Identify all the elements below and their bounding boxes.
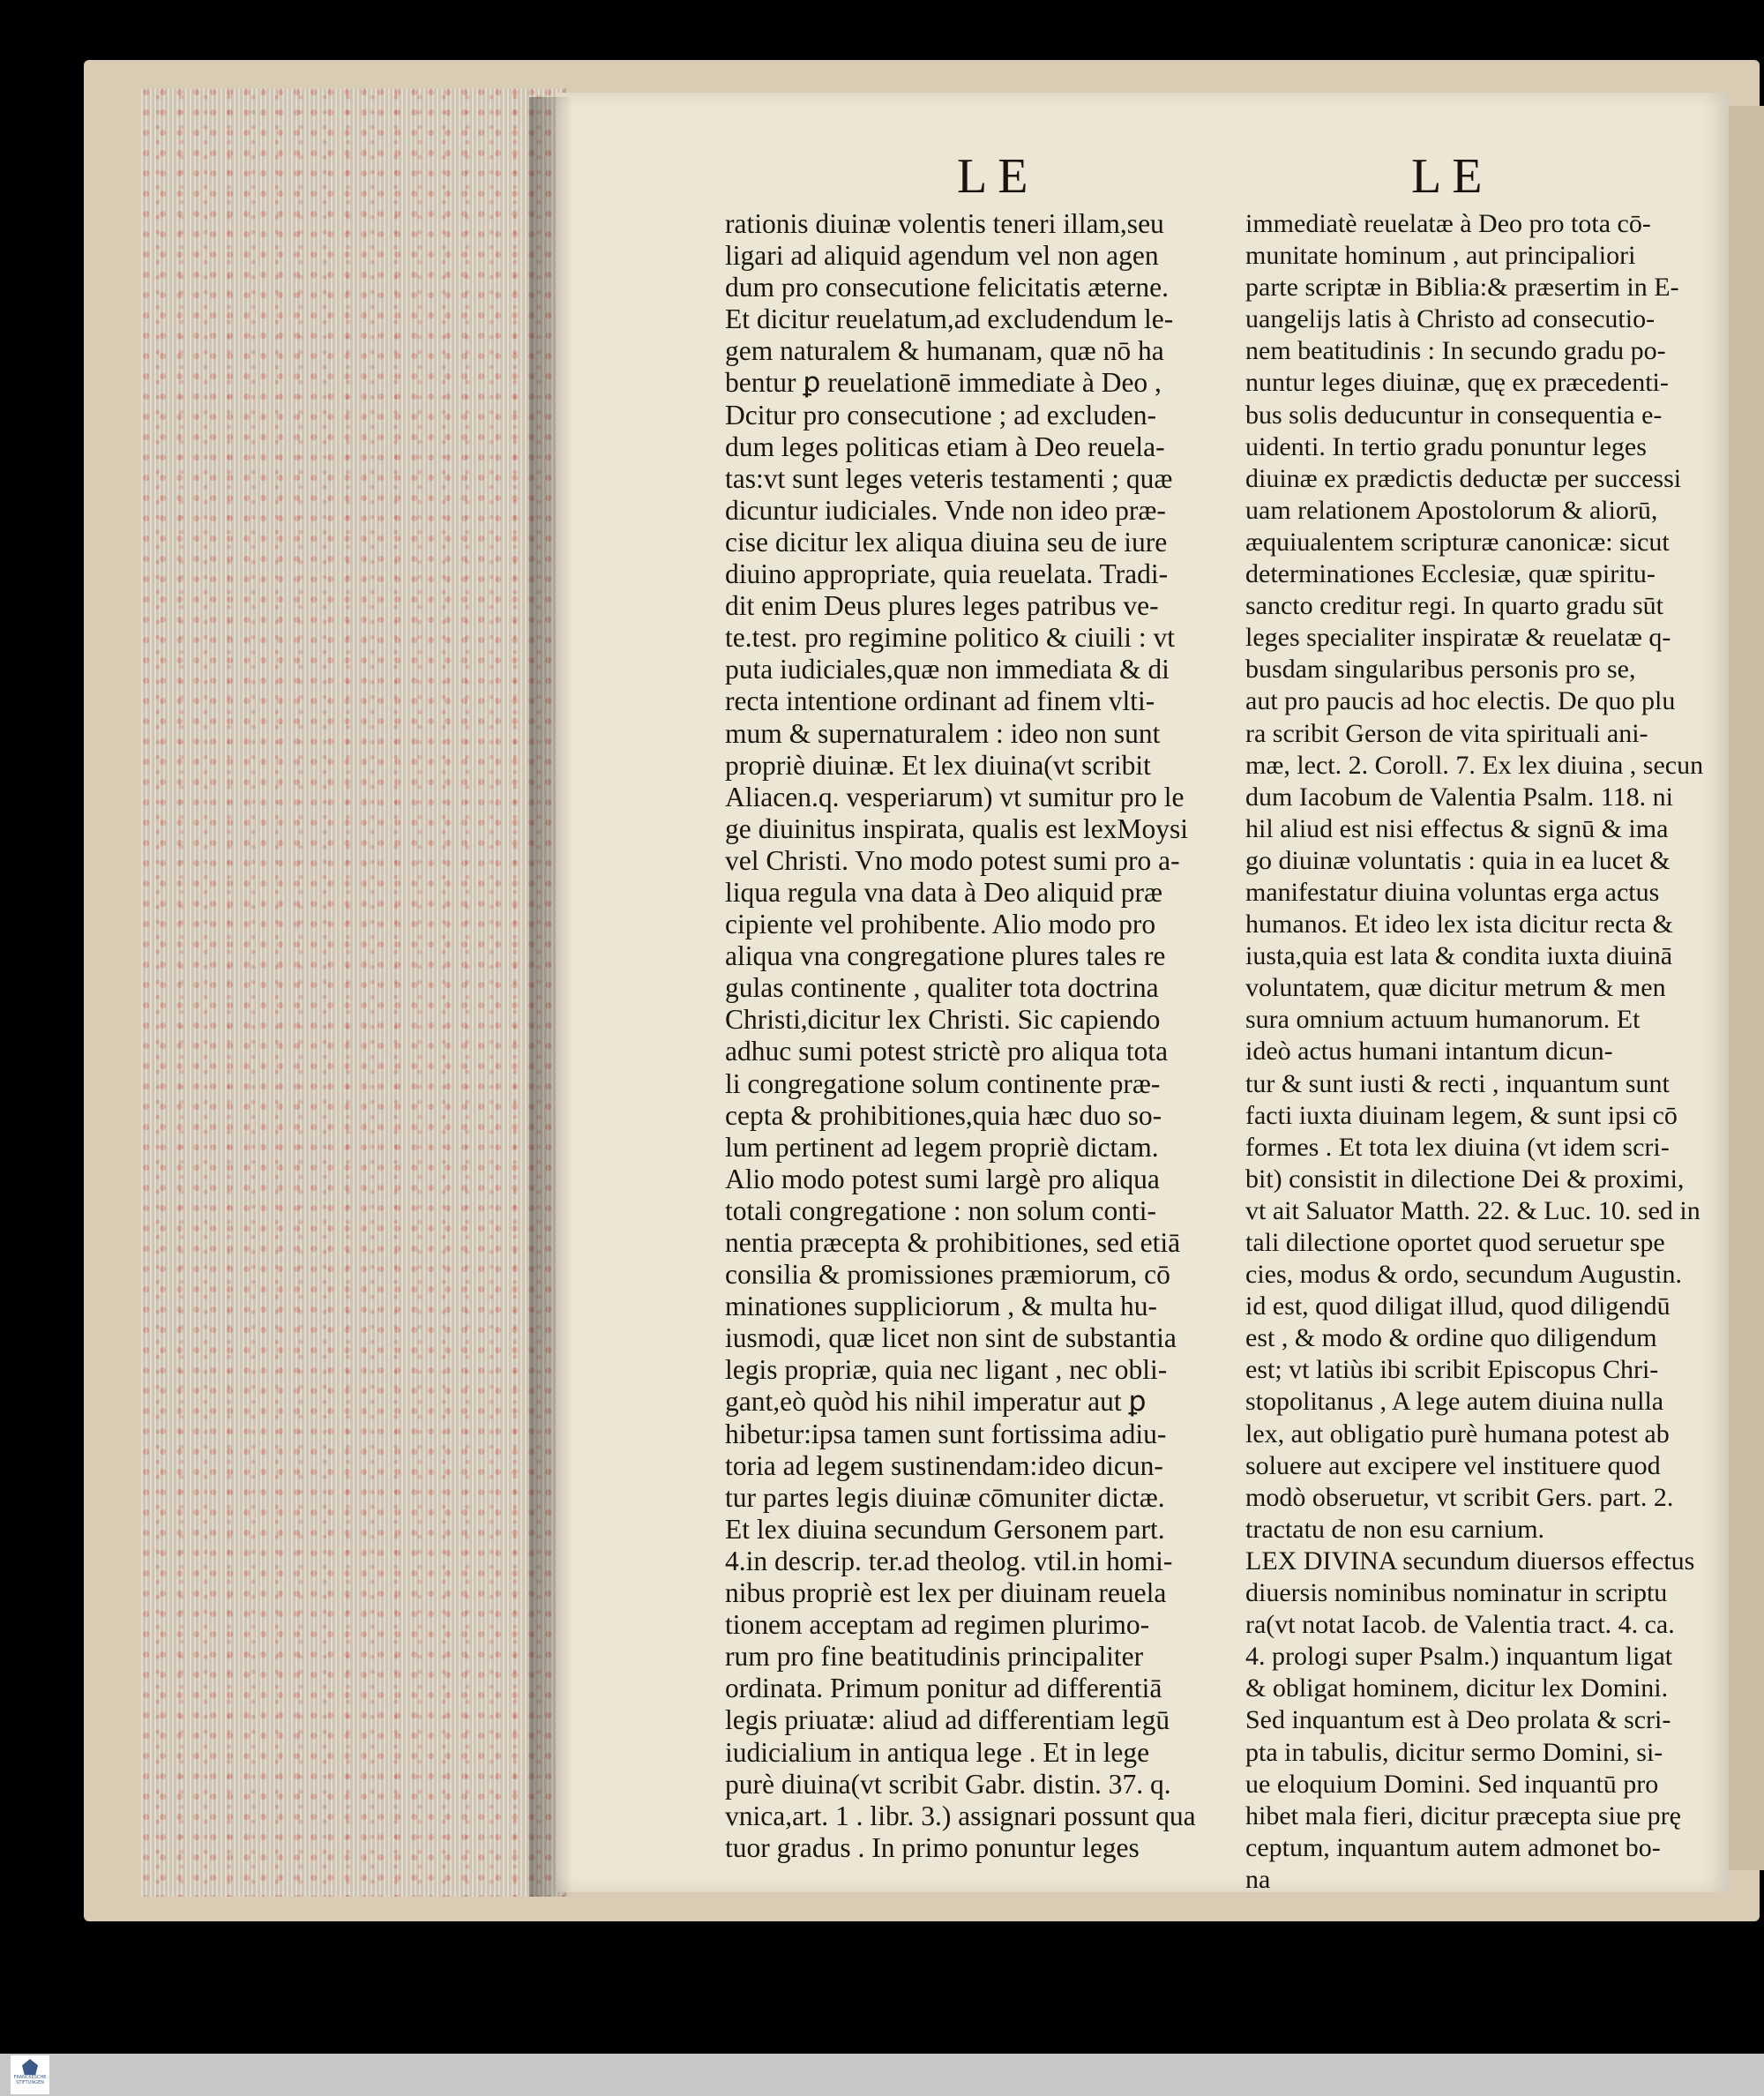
facing-page-edge [1729,106,1764,1870]
text-line: aliqua vna congregatione plures tales re [725,940,1166,972]
text-line: cepta & prohibitiones,quia hæc duo so- [725,1099,1162,1131]
text-line: stopolitanus , A lege autem diuina nulla [1245,1387,1664,1417]
text-line: Christi,dicitur lex Christi. Sic capiendo [725,1004,1161,1036]
running-head-right: LE [1411,149,1493,204]
text-line: dicuntur iudiciales. Vnde non ideo præ- [725,494,1166,526]
text-line: nentia præcepta & prohibitiones, sed etiā [725,1227,1181,1258]
text-line: ideò actus humani intantum dicun- [1245,1037,1613,1067]
text-line: leges specialiter inspiratæ & reuelatæ q- [1245,623,1671,653]
gutter-shadow [529,97,573,1897]
text-line: go diuinæ voluntatis : quia in ea lucet & [1245,845,1671,875]
text-line: est , & modo & ordine quo diligendum [1245,1323,1657,1353]
text-line: facti iuxta diuinam legem, & sunt ipsi cō [1245,1100,1678,1130]
text-line: aut pro paucis ad hoc electis. De quo plu [1245,686,1676,716]
text-line: cies, modus & ordo, secundum Augustin. [1245,1260,1682,1290]
running-head-left: LE [957,149,1039,204]
text-line: manifestatur diuina voluntas erga actus [1245,877,1660,907]
text-line: sancto creditur regi. In quarto gradu sūt [1245,591,1664,621]
text-line: consilia & promissiones præmiorum, cō [725,1259,1170,1291]
text-line: Alio modo potest sumi largè pro aliqua [725,1163,1160,1194]
text-line: te.test. pro regimine politico & ciuili : vt [725,622,1176,654]
text-line: toria ad legem sustinendam:ideo dicun- [725,1449,1163,1481]
text-line: liqua regula vna data à Deo aliquid præ [725,876,1162,908]
text-line: hibet mala fieri, dicitur præcepta siue prę [1245,1800,1681,1830]
logo-text: FRANCKESCHE STIFTUNGEN [13,2075,47,2085]
text-line: vel Christi. Vno modo potest sumi pro a- [725,844,1180,876]
text-line: Dcitur pro consecutione ; ad excluden- [725,399,1156,430]
text-line: dum pro consecutione felicitatis æterne. [725,272,1169,303]
text-line: gem naturalem & humanam, quæ nō ha [725,335,1164,367]
text-line: gant,eò quòd his nihil imperatur aut ꝑ [725,1386,1147,1418]
text-line: uam relationem Apostolorum & aliorū, [1245,495,1658,525]
text-line: formes . Et tota lex diuina (vt idem scri- [1245,1132,1670,1162]
text-line: dum leges politicas etiam à Deo reuela- [725,430,1165,462]
text-line: ordinata. Primum ponitur ad differentiā [725,1673,1162,1704]
text-line: 4.in descrip. ter.ad theolog. vtil.in homi- [725,1545,1173,1576]
text-line: uidenti. In tertio gradu ponuntur leges [1245,431,1647,461]
text-line: tuor gradus . In primo ponuntur leges [725,1831,1140,1863]
text-line: pta in tabulis, dicitur sermo Domini, si- [1245,1737,1663,1767]
text-line: soluere aut excipere vel instituere quod [1245,1450,1661,1480]
text-line: puta iudiciales,quæ non immediata & di [725,654,1170,685]
text-line: iusmodi, quæ licet non sint de substantia [725,1322,1177,1354]
text-line: dum Iacobum de Valentia Psalm. 118. ni [1245,782,1673,812]
text-line: LEX DIVINA secundum diuersos effectus [1245,1546,1695,1576]
text-line: rum pro fine beatitudinis principaliter [725,1641,1144,1673]
right-text-column [1245,208,1722,1896]
text-line: parte scriptæ in Biblia:& præsertim in E- [1245,273,1679,303]
text-line: bentur ꝑ reuelationē immediate à Deo , [725,367,1162,399]
text-line: nibus propriè est lex per diuinam reuela [725,1577,1167,1609]
text-line: Et dicitur reuelatum,ad excludendum le- [725,303,1174,335]
text-line: diuino appropriate, quia reuelata. Tradi- [725,558,1169,590]
text-line: iusta,quia est lata & condita iuxta diuinā [1245,941,1673,971]
text-line: bit) consistit in dilectione Dei & proximi, [1245,1164,1685,1194]
text-line: nem beatitudinis : In secundo gradu po- [1245,336,1666,366]
text-line: lex, aut obligatio purè humana potest ab [1245,1419,1670,1448]
text-line: æquiualentem scripturæ canonicæ: sicut [1245,527,1670,557]
text-line: na [1245,1864,1271,1894]
text-line: propriè diuinæ. Et lex diuina(vt scribit [725,749,1151,781]
text-line: purè diuina(vt scribit Gabr. distin. 37. q. [725,1768,1171,1800]
text-line: totali congregatione : non solum conti- [725,1194,1157,1226]
text-line: humanos. Et ideo lex ista dicitur recta & [1245,910,1673,939]
institution-logo [11,2055,49,2094]
text-line: est; vt latiùs ibi scribit Episcopus Chri- [1245,1355,1659,1385]
text-line: bus solis deducuntur in consequentia e- [1245,400,1663,430]
text-line: dit enim Deus plures leges patribus ve- [725,590,1159,622]
text-line: tas:vt sunt leges veteris testamenti ; quæ [725,462,1173,494]
text-line: ligari ad aliquid agendum vel non agen [725,240,1159,272]
text-line: tur & sunt iusti & recti , inquantum sunt [1245,1068,1670,1098]
text-line: immediatè reuelatæ à Deo pro tota cō- [1245,209,1651,238]
text-line: diuersis nominibus nominatur in scriptu [1245,1578,1668,1608]
text-line: Et lex diuina secundum Gersonem part. [725,1513,1165,1545]
text-line: diuinæ ex prædictis deductæ per successi [1245,463,1682,493]
text-line: ue eloquium Domini. Sed inquantū pro [1245,1769,1659,1799]
text-line: tali dilectione oportet quod seruetur spe [1245,1228,1665,1257]
text-line: Sed inquantum est à Deo prolata & scri- [1245,1705,1671,1735]
text-line: gulas continente , qualiter tota doctrina [725,972,1159,1004]
text-line: vnica,art. 1 . libr. 3.) assignari possunt qua [725,1800,1196,1831]
text-line: modò obseruetur, vt scribit Gers. part. 2. [1245,1482,1674,1512]
text-line: hil aliud est nisi effectus & signū & ima [1245,813,1669,843]
logo-icon [22,2059,38,2075]
text-line: mum & supernaturalem : ideo non sunt [725,717,1161,749]
text-line: busdam singularibus personis pro se, [1245,655,1636,685]
text-line: minationes suppliciorum , & multa hu- [725,1291,1157,1322]
text-line: tionem acceptam ad regimen plurimo- [725,1609,1150,1641]
text-line: ge diuinitus inspirata, qualis est lexMoysi [725,812,1188,844]
text-line: li congregatione solum continente præ- [725,1067,1161,1099]
text-line: sura omnium actuum humanorum. Et [1245,1005,1641,1035]
text-line: Aliacen.q. vesperiarum) vt sumitur pro le [725,781,1185,812]
text-line: hibetur:ipsa tamen sunt fortissima adiu- [725,1418,1167,1449]
text-line: tractatu de non esu carnium. [1245,1514,1545,1544]
text-line: adhuc sumi potest strictè pro aliqua tota [725,1036,1169,1067]
text-line: vt ait Saluator Matth. 22. & Luc. 10. sed in [1245,1195,1700,1225]
text-line: cipiente vel prohibente. Alio modo pro [725,909,1156,940]
page-edges [141,88,566,1897]
text-line: recta intentione ordinant ad finem vlti- [725,685,1155,717]
text-line: ra scribit Gerson de vita spirituali ani- [1245,718,1648,748]
text-line: ceptum, inquantum autem admonet bo- [1245,1832,1661,1862]
text-line: mæ, lect. 2. Coroll. 7. Ex lex diuina , secun [1245,750,1704,780]
text-line: & obligat hominem, dicitur lex Domini. [1245,1673,1669,1703]
text-line: nuntur leges diuinæ, quę ex præcedenti- [1245,368,1669,398]
text-line: rationis diuinæ volentis teneri illam,seu [725,208,1164,239]
text-line: 4. prologi super Psalm.) inquantum ligat [1245,1642,1673,1672]
text-line: ra(vt notat Iacob. de Valentia tract. 4. ca. [1245,1610,1675,1640]
text-line: id est, quod diligat illud, quod diligendū [1245,1291,1671,1321]
text-line: uangelijs latis à Christo ad consecutio- [1245,304,1656,334]
left-text-column [725,208,1237,1864]
text-line: voluntatem, quæ dicitur metrum & men [1245,973,1666,1003]
text-line: iudicialium in antiqua lege . Et in lege [725,1736,1150,1768]
text-line: cise dicitur lex aliqua diuina seu de iure [725,526,1168,558]
text-line: munitate hominum , aut principaliori [1245,241,1636,271]
viewer-bottom-bar [0,2054,1764,2096]
text-line: lum pertinent ad legem propriè dictam. [725,1131,1159,1163]
text-line: legis propriæ, quia nec ligant , nec obli- [725,1354,1168,1386]
text-line: legis priuatæ: aliud ad differentiam legū [725,1704,1170,1736]
text-line: tur partes legis diuinæ cōmuniter dictæ. [725,1481,1165,1513]
text-line: determinationes Ecclesiæ, quæ spiritu- [1245,559,1656,589]
